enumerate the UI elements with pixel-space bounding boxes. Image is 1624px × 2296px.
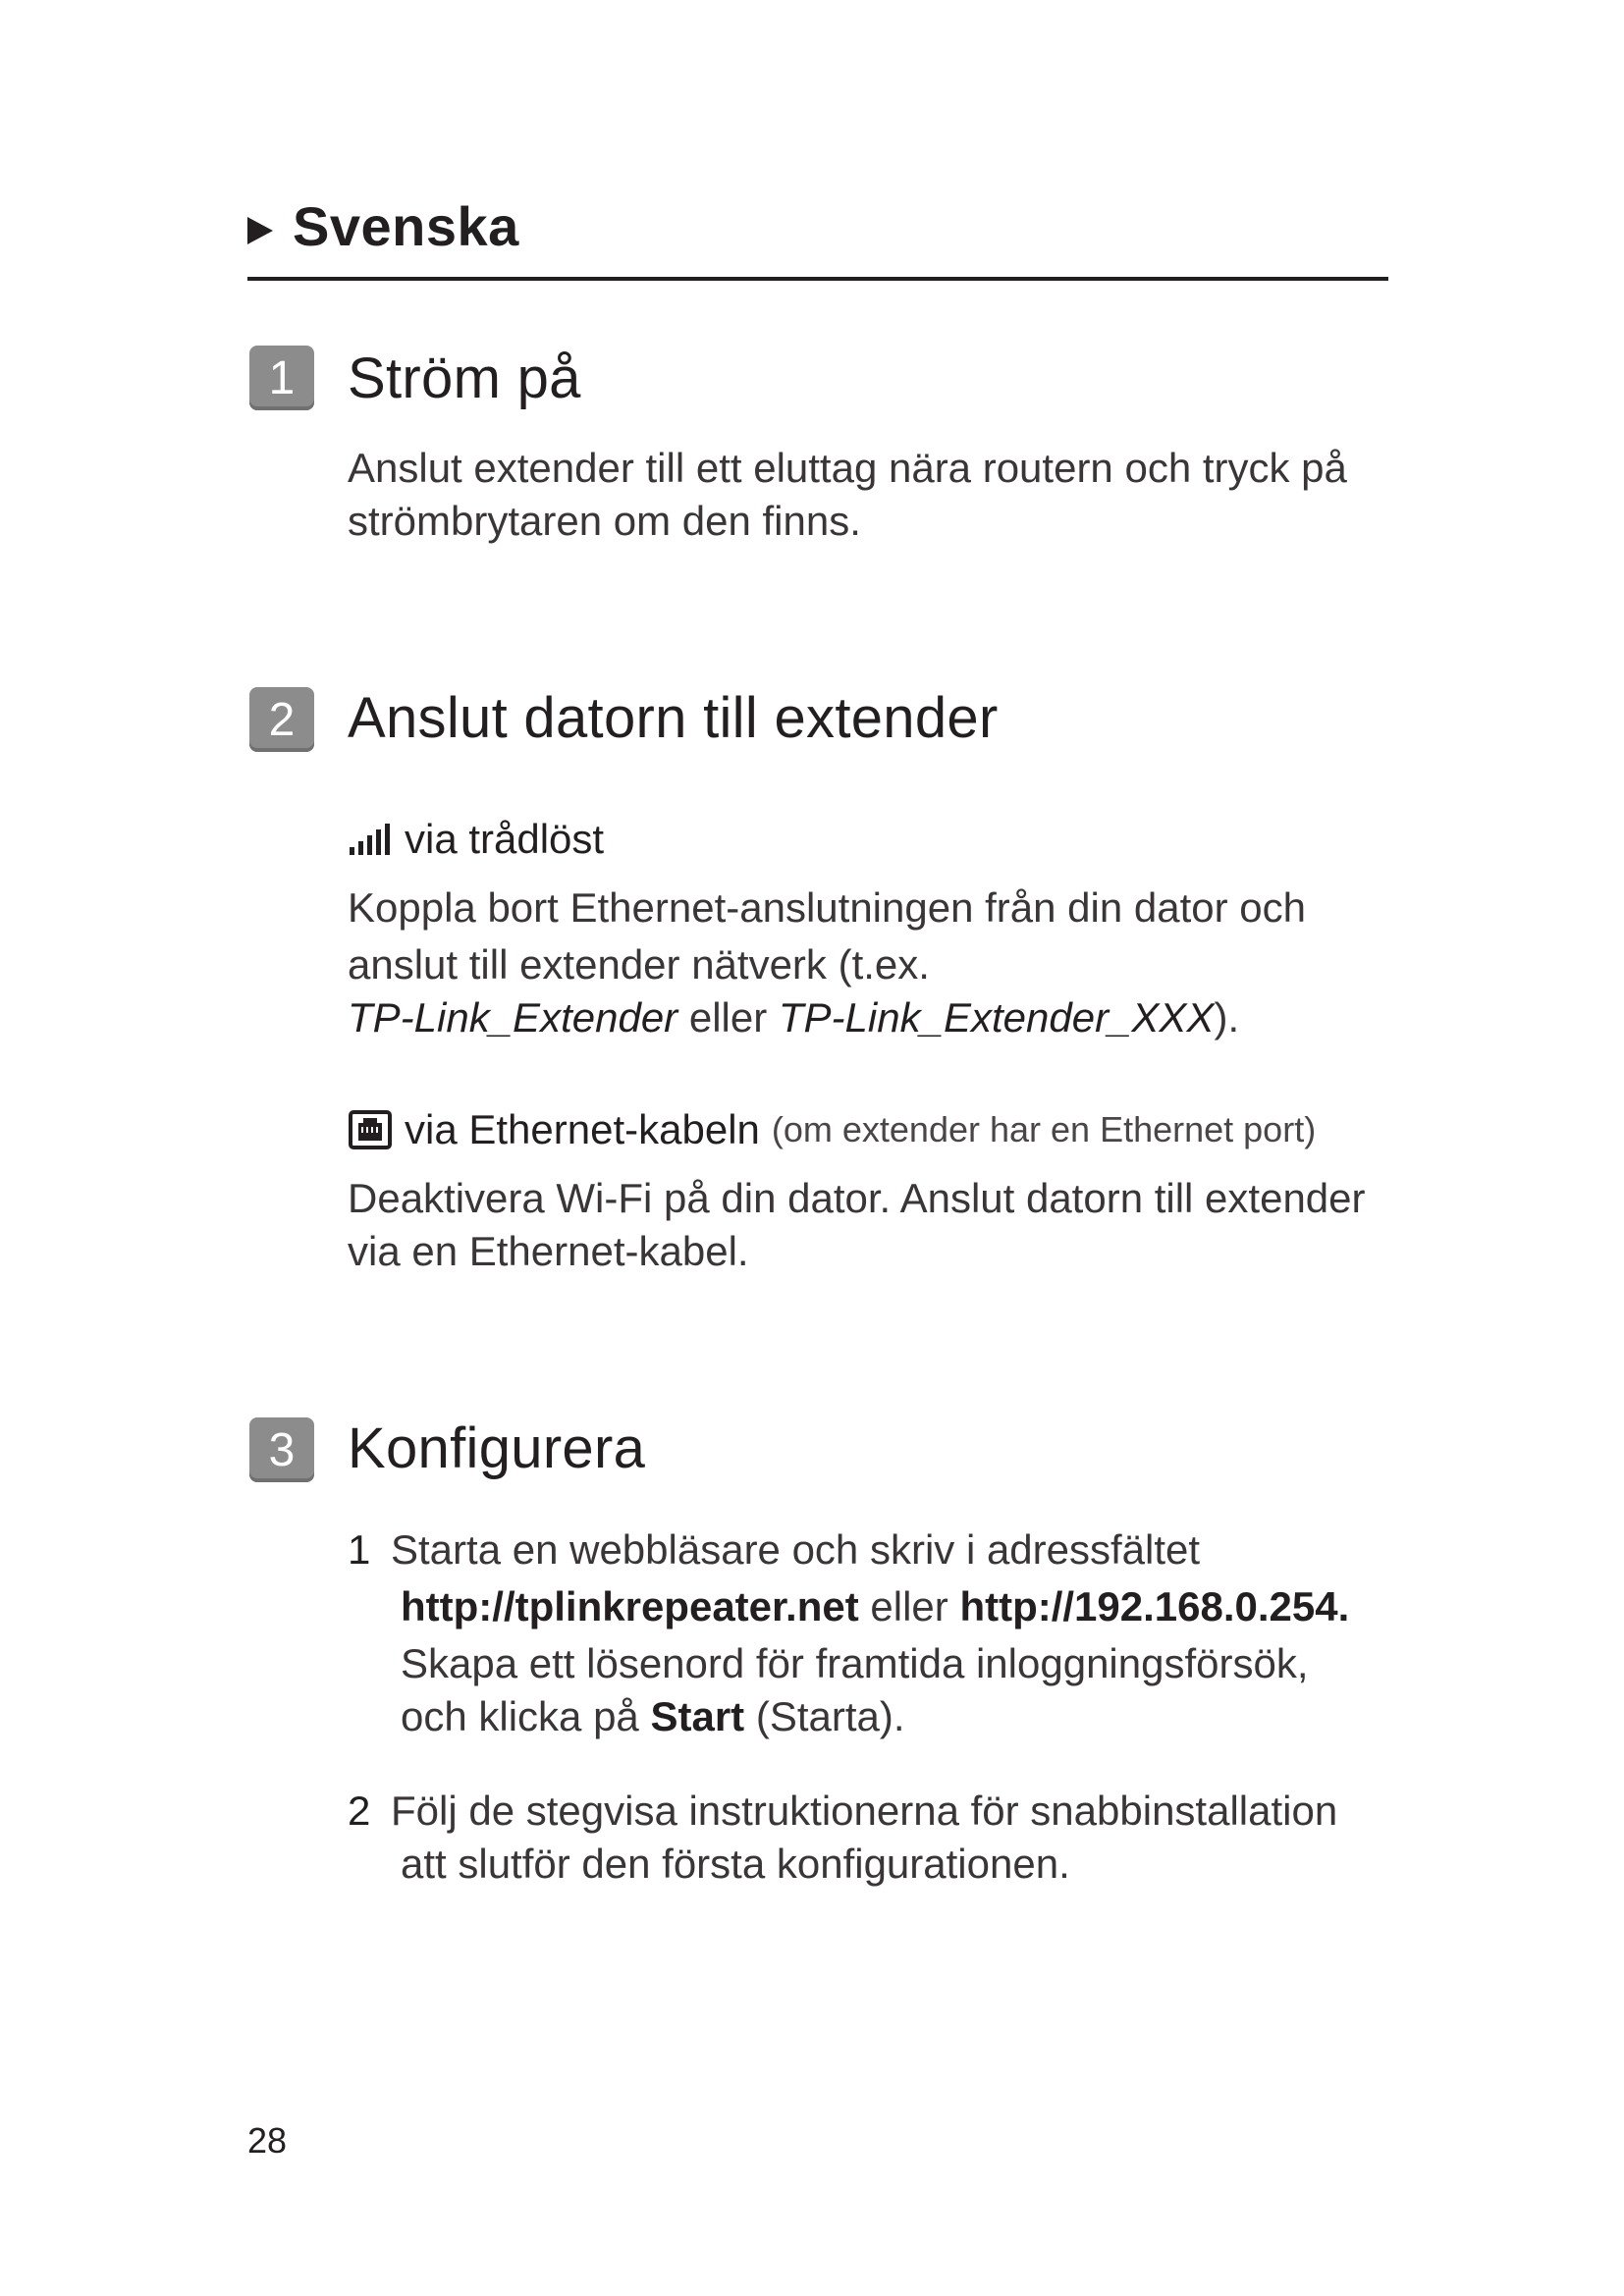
page-heading [247, 194, 519, 258]
step1-text: Starta en webbläsare och skriv i adressfältet [391, 1526, 1201, 1573]
page-title: Svenska [293, 195, 519, 257]
ethernet-note: (om extender har en Ethernet port) [771, 1109, 1317, 1149]
url-ip-link[interactable]: http://192.168.0.254. [959, 1583, 1350, 1629]
step1-start-translation: (Starta). [755, 1693, 905, 1739]
start-button-label: Start [650, 1693, 745, 1739]
wireless-or: eller [688, 994, 768, 1041]
wireless-label: via trådlöst [405, 816, 605, 862]
ssid-suffixed: TP-Link_Extender_XXX [778, 994, 1215, 1041]
step-badge-3: 3 [249, 1417, 314, 1482]
wireless-line-1: Koppla bort Ethernet-anslutningen från din dator och [348, 884, 1306, 931]
configure-step-1 [348, 1523, 1388, 1743]
step1-or: eller [870, 1583, 948, 1629]
step2-text: Följ de stegvisa instruktionerna för snabbinstallation [391, 1788, 1338, 1834]
wireless-subheading [348, 813, 604, 866]
page-number: 28 [247, 2120, 288, 2161]
ethernet-subheading [348, 1103, 1316, 1156]
ethernet-text [348, 1172, 1366, 1278]
wireless-line-3 [348, 991, 1306, 1044]
signal-bars-icon [348, 822, 393, 857]
step2-number: 2 [348, 1788, 371, 1834]
step-badge-2: 2 [249, 687, 314, 752]
triangle-bullet-icon [247, 217, 273, 244]
wireless-text [348, 881, 1306, 1044]
ethernet-port-icon [348, 1109, 393, 1150]
step1-click-text: och klicka på [401, 1693, 639, 1739]
step1-line-4 [348, 1690, 1388, 1743]
configure-step-2 [348, 1785, 1388, 1891]
section1-line-2: strömbrytaren om den finns. [348, 498, 861, 544]
section1-line-1: Anslut extender till ett eluttag nära routern och tryck på [348, 445, 1347, 491]
step2-line-1 [348, 1785, 1388, 1838]
section-title-connect: Anslut datorn till extender [348, 686, 999, 750]
step1-line-3: Skapa ett lösenord för framtida inloggningsförsök, [401, 1640, 1309, 1686]
heading-rule [247, 277, 1388, 281]
ssid-default: TP-Link_Extender [348, 994, 678, 1041]
step1-line-2 [348, 1580, 1388, 1633]
section-title-power: Ström på [348, 347, 581, 410]
url-repeater-link[interactable]: http://tplinkrepeater.net [401, 1583, 859, 1629]
step1-number: 1 [348, 1526, 371, 1573]
ethernet-line-1: Deaktivera Wi-Fi på din dator. Anslut datorn till extender [348, 1175, 1366, 1221]
wireless-end: ). [1214, 994, 1240, 1041]
step-badge-1: 1 [249, 346, 314, 410]
ethernet-line-2: via en Ethernet-kabel. [348, 1228, 749, 1274]
wireless-line-2: anslut till extender nätverk (t.ex. [348, 941, 930, 988]
section1-text [348, 442, 1347, 548]
step2-line-2: att slutför den första konfigurationen. [401, 1841, 1070, 1887]
step1-line-1 [348, 1523, 1388, 1576]
section-title-configure: Konfigurera [348, 1416, 646, 1480]
ethernet-label: via Ethernet-kabeln [405, 1106, 760, 1152]
